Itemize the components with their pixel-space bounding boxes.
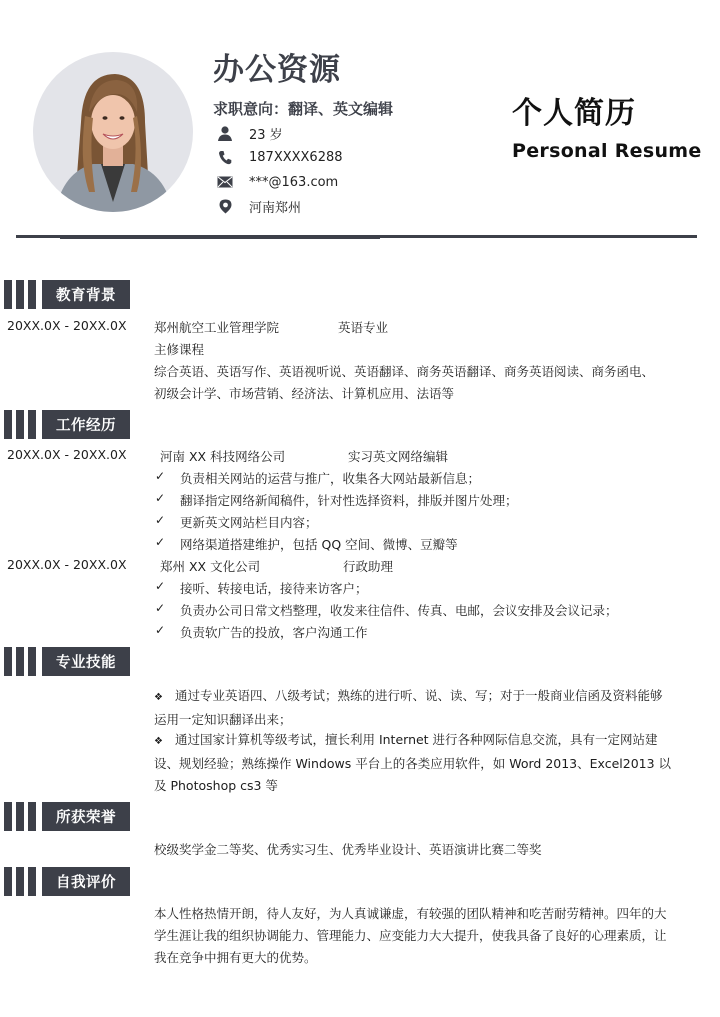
check-icon: ✓ <box>155 535 166 549</box>
decor-bar <box>4 867 12 896</box>
education-date: 20XX.0X - 20XX.0X <box>7 318 127 333</box>
decor-bar <box>16 647 24 676</box>
section-title: 教育背景 <box>42 280 130 309</box>
person-icon <box>216 125 234 141</box>
job-2-company: 郑州 XX 文化公司 <box>160 559 261 574</box>
decor-bar <box>16 867 24 896</box>
phone-icon <box>216 150 234 166</box>
section-header-self-eval <box>4 867 130 896</box>
bullet-icon: ❖ <box>154 736 163 747</box>
job-2-role: 行政助理 <box>343 559 394 574</box>
resume-title-cn: 个人简历 <box>512 96 636 131</box>
job-1-duty: 网络渠道搭建维护，包括 QQ 空间、微博、豆瓣等 <box>180 537 458 552</box>
resume-header <box>0 0 720 240</box>
check-icon: ✓ <box>155 513 166 527</box>
skill-text: 通过国家计算机等级考试，擅长利用 Internet 进行各种网际信息交流，具有一定网站建设、规划经验；熟练操作 Windows 平台上的各类应用软件，如 Word 2013、Excel2013 以及 Photoshop cs3 等 <box>154 732 672 793</box>
decor-bar <box>28 867 36 896</box>
decor-bar <box>4 410 12 439</box>
contact-location <box>216 195 343 220</box>
skill-item-2 <box>154 729 674 797</box>
decor-bar <box>4 647 12 676</box>
job-2-date: 20XX.0X - 20XX.0X <box>7 557 127 572</box>
location-pin-icon <box>216 199 234 215</box>
section-header-honors <box>4 802 130 831</box>
honors-text: 校级奖学金二等奖、优秀实习生、优秀毕业设计、英语演讲比赛二等奖 <box>154 842 542 857</box>
courses-line-2: 初级会计学、市场营销、经济法、计算机应用、法语等 <box>154 386 455 401</box>
contact-list <box>216 121 343 219</box>
section-title: 工作经历 <box>42 410 130 439</box>
bullet-icon: ❖ <box>154 692 163 703</box>
job-1-company: 河南 XX 科技网络公司 <box>160 449 286 464</box>
contact-age <box>216 121 343 146</box>
check-icon: ✓ <box>155 601 166 615</box>
courses-line-1: 综合英语、英语写作、英语视听说、英语翻译、商务英语翻译、商务英语阅读、商务函电、 <box>154 364 655 379</box>
self-eval-text: 本人性格热情开朗，待人友好，为人真诚谦虚，有较强的团队精神和吃苦耐劳精神。四年的大学生涯让我的组织协调能力、管理能力、应变能力大大提升，使我具备了良好的心理素质，让我在竞争中拥有更大的优势。 <box>154 906 667 965</box>
job-1-date: 20XX.0X - 20XX.0X <box>7 447 127 462</box>
courses-label: 主修课程 <box>154 342 205 357</box>
check-icon: ✓ <box>155 491 166 505</box>
check-icon: ✓ <box>155 469 166 483</box>
education-major: 英语专业 <box>338 320 389 335</box>
job-2-duty: 负责办公司日常文档整理，收发来往信件、传真、电邮，会议安排及会议记录； <box>180 603 618 618</box>
phone-text[interactable]: 187XXXX6288 <box>249 150 343 166</box>
candidate-name: 办公资源 <box>213 52 341 88</box>
check-icon: ✓ <box>155 623 166 637</box>
decor-bar <box>16 280 24 309</box>
decor-bar <box>4 280 12 309</box>
age-text: 23 岁 <box>249 127 283 143</box>
section-header-work <box>4 410 130 439</box>
job-1-role: 实习英文网络编辑 <box>348 449 449 464</box>
decor-bar <box>16 410 24 439</box>
decor-bar <box>28 647 36 676</box>
decor-bar <box>16 802 24 831</box>
job-1-duty: 负责相关网站的运营与推广，收集各大网站最新信息； <box>180 471 481 486</box>
decor-bar <box>4 802 12 831</box>
contact-phone <box>216 146 343 171</box>
mail-icon <box>216 174 234 190</box>
contact-email <box>216 170 343 195</box>
job-2-duty: 接听、转接电话，接待来访客户； <box>180 581 368 596</box>
check-icon: ✓ <box>155 579 166 593</box>
section-header-skills <box>4 647 130 676</box>
profile-photo <box>33 52 193 212</box>
section-title: 自我评价 <box>42 867 130 896</box>
job-2-duty: 负责软广告的投放，客户沟通工作 <box>180 625 368 640</box>
decor-bar <box>28 410 36 439</box>
section-title: 专业技能 <box>42 647 130 676</box>
portrait-image <box>33 52 193 212</box>
resume-title-en: Personal Resume <box>512 140 702 162</box>
header-divider-accent <box>60 236 380 239</box>
email-text[interactable]: ***@163.com <box>249 174 339 190</box>
skill-text: 通过专业英语四、八级考试；熟练的进行听、说、读、写；对于一般商业信函及资料能够运用一定知识翻译出来； <box>154 688 663 727</box>
location-text: 河南郑州 <box>249 201 302 217</box>
decor-bar <box>28 280 36 309</box>
decor-bar <box>28 802 36 831</box>
job-1-duty: 更新英文网站栏目内容； <box>180 515 318 530</box>
job-1-duty: 翻译指定网络新闻稿件，针对性选择资料，排版并图片处理； <box>180 493 518 508</box>
skill-item-1 <box>154 685 674 731</box>
job-intent: 求职意向：翻译、英文编辑 <box>213 100 394 118</box>
section-title: 所获荣誉 <box>42 802 130 831</box>
section-header-education <box>4 280 130 309</box>
education-school: 郑州航空工业管理学院 <box>154 320 280 335</box>
